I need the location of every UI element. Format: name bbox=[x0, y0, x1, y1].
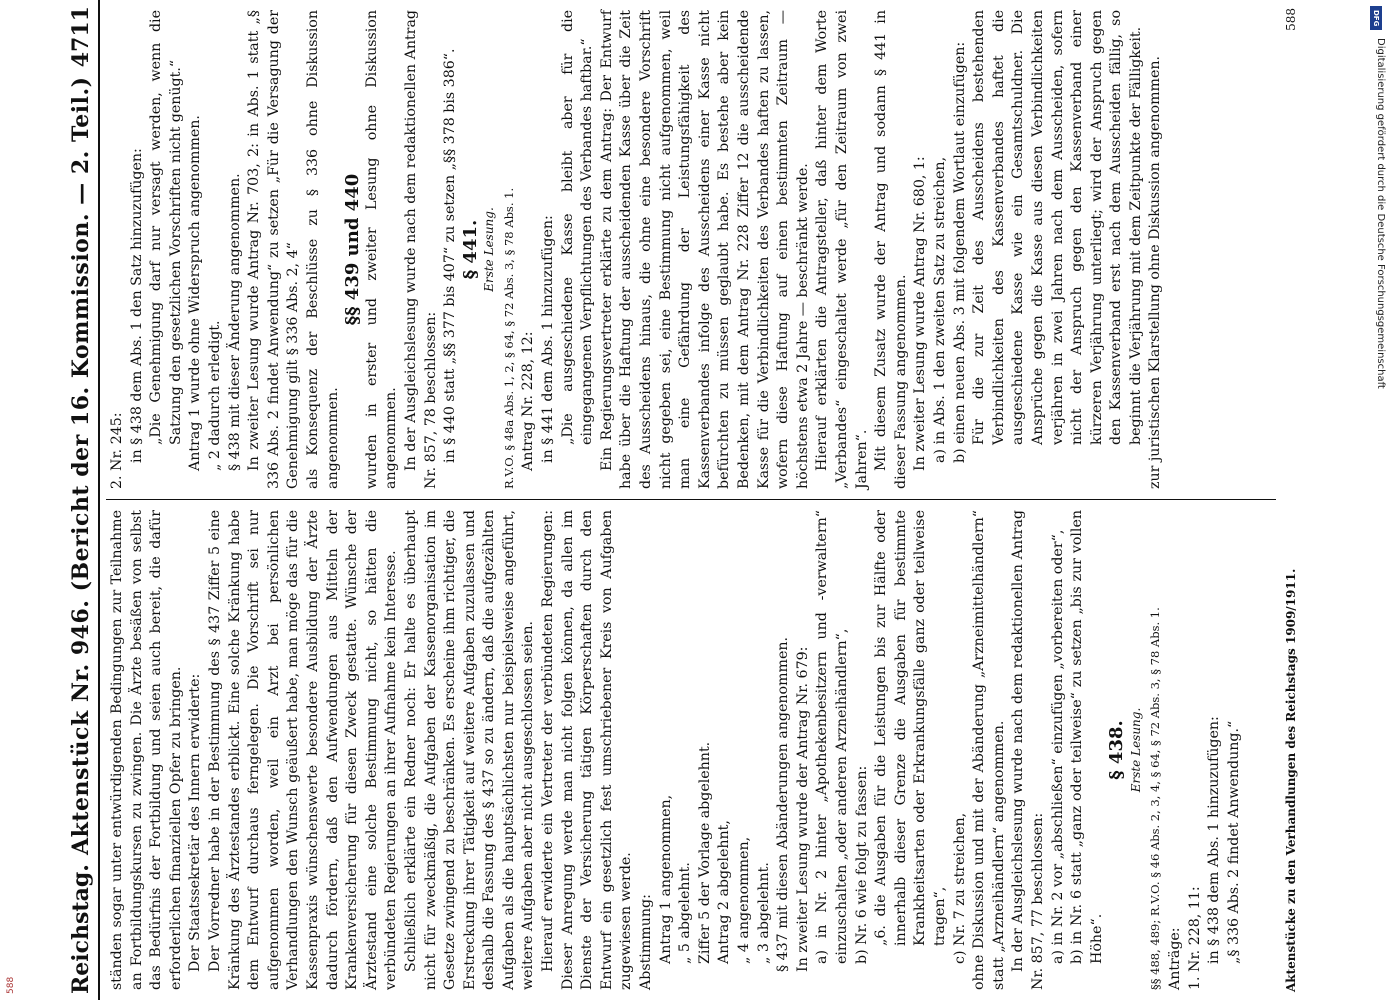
paragraph: „ 2 dadurch erledigt. bbox=[206, 320, 223, 471]
paragraph: Mit diesem Zusatz wurde der Antrag und sodann § 441 in dieser Fassung angenommen. bbox=[873, 10, 909, 489]
digitization-note: Digitalisierung gefördert durch die Deutsche Forschungsgemeinschaft bbox=[1375, 38, 1386, 389]
section-subheading: Erste Lesung. bbox=[482, 207, 497, 292]
paragraph: ständen sogar unter entwürdigenden Bedingungen zur Teilnahme an Fortbildungskursen zu zwingen. Die Ärzte besäßen von selbst das Bedürfnis der Fortbildung und seien auch bereit, die dafür erforderlichen finanziellen Opfer zu bringen. bbox=[109, 510, 184, 990]
header-left: Reichstag. bbox=[68, 864, 94, 994]
paragraph: „6. die Ausgaben für die Leistungen bis zur Hälfte oder innerhalb dieser Grenze die Ausgaben für bestimmte Krankheitsarten oder Erkrankungsfälle ganz oder teilweise tragen“, bbox=[873, 510, 948, 946]
rotated-page bbox=[62, 0, 1322, 1000]
paragraph: wurden in erster und zweiter Lesung ohne Diskussion angenommen. bbox=[363, 10, 400, 489]
paragraph: b) Nr. 6 wie folgt zu fassen: bbox=[853, 765, 870, 964]
paragraph: §§ 488, 489; R.V.O. § 46 Abs. 2, 3, 4, § 64, § 72 Abs. 3, § 78 Abs. 1. bbox=[1148, 607, 1163, 990]
paragraph: in § 441 dem Abs. 1 hinzuzufügen: bbox=[540, 215, 557, 463]
paragraph: Hierauf erwiderte ein Vertreter der verbündeten Regierungen: Dieser Anregung werde man nicht folgen können, da allen im Dienste der Versicherung tätigen Körperschaften durch den Entwurf ein gesetzlich fest umschriebener Kreis von Aufgaben zugewiesen werde. bbox=[540, 510, 635, 990]
paragraph: „ 5 abgelehnt. bbox=[677, 862, 694, 964]
scan-page-number: 588 bbox=[6, 976, 16, 994]
paragraph: In zweiter Lesung wurde der Antrag Nr. 679: bbox=[794, 646, 811, 972]
paragraph: § 438 mit dieser Änderung angenommen. bbox=[226, 173, 243, 471]
paragraph: Für die zur Zeit des Ausscheidens bestehenden Verbindlichkeiten des Kassenverbandes haftet die ausgeschiedene Kasse wie ein Gesamtschuldner. Die Ansprüche gegen die Kasse aus diesen Verbindlichkeiten verjähren in zwei Jahren nach dem Ausscheiden, sofern nicht der Anspruch gegen den Kassenverband einer kürzeren Verjährung unterliegt; wird der Anspruch gegen den Kassenverband erst nach dem Ausscheiden fällig, so beginnt die Verjährung mit dem Zeitpunkte der Fälligkeit. bbox=[971, 10, 1144, 445]
paragraph: „ 3 abgelehnt. bbox=[755, 862, 772, 964]
section-heading: § 438. bbox=[1106, 720, 1128, 780]
paragraph: in § 438 dem Abs. 1 hinzuzufügen: bbox=[1206, 716, 1223, 964]
paragraph: Antrag Nr. 228, 12: bbox=[520, 331, 537, 471]
header-page-number: 4711 bbox=[68, 6, 94, 68]
page-footer bbox=[1284, 0, 1314, 1000]
text-columns bbox=[106, 0, 1276, 1000]
section-heading: § 441. bbox=[459, 219, 481, 280]
paragraph: In der Ausgleichslesung wurde nach dem redaktionellen Antrag Nr. 857, 78 beschlossen: bbox=[402, 10, 439, 489]
dfg-logo: DFG bbox=[1370, 6, 1382, 30]
paragraph: in § 438 dem Abs. 1 den Satz hinzuzufügen: bbox=[128, 148, 145, 463]
paragraph: Ein Regierungsvertreter erklärte zu dem Antrag: Der Entwurf habe über die Haftung der ausscheidenden Kasse über die Zeit des Ausscheidens hinaus, die ohne eine besondere Vorschrift nicht gegeben sei, eine Bestimmung nicht aufgenommen, weil man eine Gefährdung der Leistungsfähigkeit des Kassenverbandes infolge des Ausscheidens einer Kasse nicht befürchten zu müssen geglaubt habe. Es bestehe aber kein Bedenken, mit dem Antrag Nr. 228 Ziffer 12 die ausscheidende Kasse für die Verbindlichkeiten des Verbandes haften zu lassen, wofern diese Haftung auf einen bestimmten Zeitraum — höchstens etwa 2 Jahre — beschränkt werde. bbox=[598, 10, 811, 489]
paragraph: Schließlich erklärte ein Redner noch: Er halte es überhaupt nicht für zweckmäßig, die Aufgaben der Kassenorganisation im Gesetze zwingend zu beschränken. Es erscheine ihm richtiger, die Erstreckung ihrer Tätigkeit auf weitere Aufgaben zuzulassen und deshalb die Fassung des § 437 so zu ändern, daß die aufgezählten Aufgaben als die hauptsächlichsten nur beispielsweise angeführt, weitere Aufgaben aber nicht ausgeschlossen seien. bbox=[402, 510, 537, 990]
paragraph: „Die ausgeschiedene Kasse bleibt aber für die eingegangenen Verpflichtungen des Verbandes haftbar.“ bbox=[559, 10, 596, 445]
page-header bbox=[62, 0, 100, 1000]
right-column bbox=[106, 0, 1276, 500]
paragraph: ohne Diskussion und mit der Abänderung „Arzneimittelhändlern“ statt „Arzneihändlern“ angenommen. bbox=[971, 510, 1007, 990]
paragraph: a) in Nr. 2 vor „abschließen“ einzufügen „vorbereiten oder“, bbox=[1049, 529, 1066, 964]
section-subheading: Erste Lesung. bbox=[1128, 707, 1143, 793]
paragraph: a) in Abs. 1 den zweiten Satz zu streichen, bbox=[931, 156, 948, 463]
paragraph: Der Staatssekretär des Innern erwiderte: bbox=[187, 673, 204, 972]
paragraph: a) in Nr. 2 hinter „Apothekenbesitzern und -verwaltern“ einzuschalten „oder anderen Arzneihändlern“, bbox=[814, 510, 850, 964]
paragraph: Ziffer 5 der Vorlage abgelehnt. bbox=[696, 741, 713, 964]
paragraph: „§ 336 Abs. 2 findet Anwendung.“ bbox=[1225, 720, 1242, 964]
paragraph: 2. Nr. 245: bbox=[109, 412, 125, 489]
paragraph: als Konsequenz der Beschlüsse zu § 336 ohne Diskussion angenommen. bbox=[304, 10, 341, 489]
paragraph: Anträge: bbox=[1167, 927, 1184, 990]
footer-page-number: 588 bbox=[1284, 8, 1298, 31]
paragraph: „Die Genehmigung darf nur versagt werden, wenn die Satzung den gesetzlichen Vorschriften nicht genügt.“ bbox=[148, 10, 184, 445]
paragraph: Der Vorredner habe in der Bestimmung des § 437 Ziffer 5 eine Kränkung des Ärztestandes erblickt. Eine solche Kränkung habe dem Entwurf durchaus ferngelegen. Die Vorschrift sei nur aufgenommen worden, weil ein Arzt bei persönlichen Verhandlungen den Wunsch geäußert habe, man möge das für die Kassenpraxis wünschenswerte besondere Ausbildung der Ärzte dadurch fördern, daß den Aufwendungen aus Mitteln der Krankenversicherung für diesen Zweck gestatte. Wünsche der Ärztestand eine solche Bestimmung nicht, so hätten die verbündeten Regierungen an ihrer Aufnahme kein Interesse. bbox=[206, 510, 400, 990]
paragraph: b) einen neuen Abs. 3 mit folgendem Wortlaut einzufügen: bbox=[951, 41, 968, 463]
paragraph: in § 440 statt „§§ 377 bis 407“ zu setzen „§§ 378 bis 386“. bbox=[442, 48, 459, 463]
paragraph: b) in Nr. 6 statt „ganz oder teilweise“ zu setzen „bis zur vollen Höhe“. bbox=[1069, 510, 1105, 964]
footer-source: Aktenstücke zu den Verhandlungen des Reichstags 1909/1911. bbox=[1284, 568, 1298, 992]
paragraph: 1. Nr. 228, 11: bbox=[1186, 886, 1203, 990]
paragraph: In der Ausgleichslesung wurde nach dem redaktionellen Antrag Nr. 857, 77 beschlossen: bbox=[1010, 510, 1046, 990]
paragraph: In zweiter Lesung wurde Antrag Nr. 680, 1: bbox=[912, 156, 929, 471]
paragraph: zur juristischen Klarstellung ohne Diskussion angenommen. bbox=[1147, 55, 1164, 489]
paragraph: Antrag 1 angenommen, bbox=[657, 794, 674, 964]
section-heading: §§ 439 und 440 bbox=[342, 173, 364, 326]
paragraph: § 437 mit diesen Abänderungen angenommen. bbox=[775, 636, 792, 972]
paragraph: c) Nr. 7 zu streichen, bbox=[951, 812, 968, 964]
paragraph: R.V.O. § 48a Abs. 1, 2, § 64, § 72 Abs. 3, § 78 Abs. 1. bbox=[501, 187, 516, 489]
paragraph: „ 4 angenommen, bbox=[736, 836, 752, 964]
paragraph: Abstimmung: bbox=[638, 894, 655, 990]
paragraph: Antrag 2 abgelehnt, bbox=[716, 820, 733, 964]
paragraph: In zweiter Lesung wurde Antrag Nr. 703, 2: in Abs. 1 statt „§ 336 Abs. 2 findet Anwendung“ zu setzen „Für die Versagung der Genehmigung gilt § 336 Abs. 2, 4“ bbox=[246, 10, 302, 489]
header-title: Aktenstück Nr. 946. (Bericht der 16. Kommission. — 2. Teil.) bbox=[68, 76, 94, 855]
paragraph: Antrag 1 wurde ohne Widerspruch angenommen. bbox=[187, 115, 204, 471]
left-column bbox=[106, 500, 1276, 1000]
paragraph: Hierauf erklärten die Antragsteller, daß hinter dem Worte „Verbandes“ eingeschaltet werde „für den Zeitraum von zwei Jahren“. bbox=[814, 10, 870, 489]
digitization-strip bbox=[1372, 8, 1388, 698]
